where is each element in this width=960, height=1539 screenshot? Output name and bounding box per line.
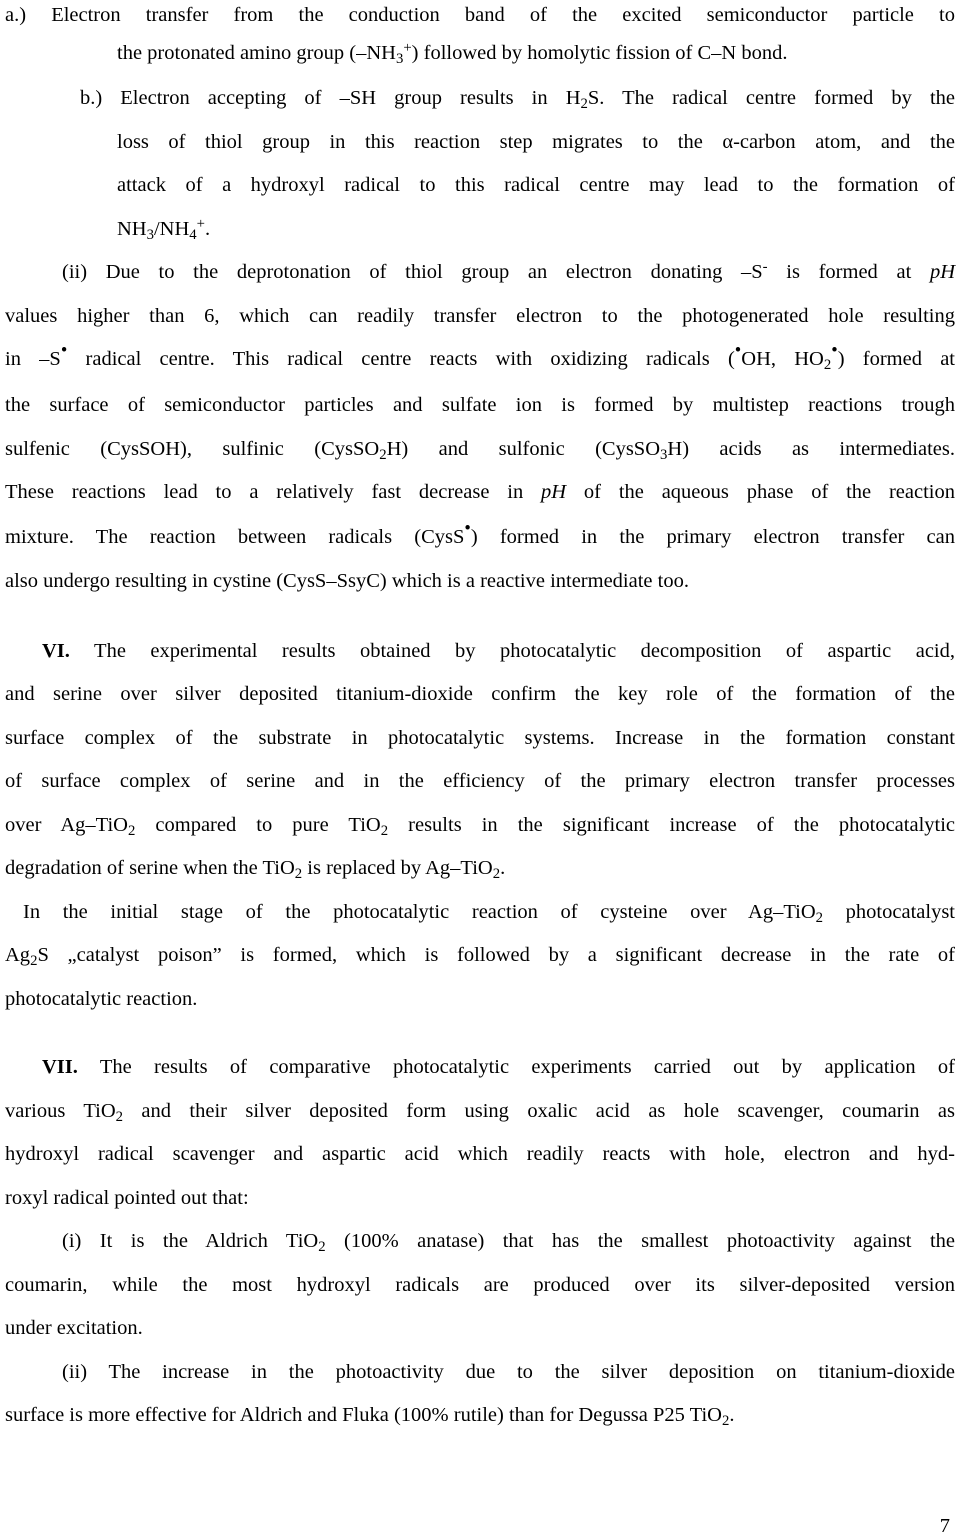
- section-vii-line-4: roxyl radical pointed out that:: [5, 1187, 249, 1209]
- paragraph-ii-line-2: values higher than 6, which can readily transfer electron to the photogenerated hole resulting: [5, 305, 955, 327]
- section-vi-para2-line-2: $Ag_2S$ „catalyst poison” is formed, which is followed by a significant decrease in the rate of: [5, 944, 955, 970]
- paragraph-ii-line-4: the surface of semiconductor particles and sulfate ion is formed by multistep reactions trough: [5, 394, 955, 416]
- list-item-b-line-4: $NH_3/NH_4^+$.: [117, 215, 211, 244]
- section-vi-para2-line-3: photocatalytic reaction.: [5, 988, 198, 1010]
- section-vi-heading: VI.: [42, 640, 70, 662]
- section-vii-line-1: VII. The results of comparative photocatalytic experiments carried out by application of: [42, 1056, 955, 1078]
- list-item-b-line-1: b.) Electron accepting of –SH group results in $H_2S$. The radical centre formed by the: [80, 87, 955, 113]
- paragraph-ii-line-8: also undergo resulting in cystine (CysS–SsyC) which is a reactive intermediate too.: [5, 570, 689, 592]
- list-item-b-line-2: loss of thiol group in this reaction step migrates to the α-carbon atom, and the: [117, 131, 955, 153]
- section-vii-heading: VII.: [42, 1056, 78, 1078]
- section-vi-line-6: degradation of serine when the TiO$_2$ is replaced by Ag–TiO$_2$.: [5, 857, 506, 883]
- section-vi-line-1: VI. The experimental results obtained by photocatalytic decomposition of aspartic acid,: [42, 640, 955, 662]
- section-vi-line-5: over Ag–TiO$_2$ compared to pure TiO$_2$ results in the significant increase of the photocatalytic: [5, 814, 956, 840]
- paragraph-ii-line-3: in –S• radical centre. This radical centre reacts with oxidizing radicals (•OH, $HO_2•$) formed at: [5, 339, 955, 374]
- list-item-b-line-3: attack of a hydroxyl radical to this radical centre may lead to the formation of: [117, 174, 955, 196]
- list-item-a-line-1: a.) Electron transfer from the conduction band of the excited semiconductor particle to: [5, 4, 955, 26]
- section-vii-item-ii-line-1: (ii) The increase in the photoactivity due to the silver deposition on titanium-dioxide: [62, 1361, 955, 1383]
- section-vii-item-i-line-1: (i) It is the Aldrich TiO$_2$ (100% anatase) that has the smallest photoactivity against the: [62, 1230, 955, 1256]
- document-page: [5, 0, 955, 1537]
- section-vi-line-4: of surface complex of serine and in the efficiency of the primary electron transfer processes: [5, 770, 955, 792]
- paragraph-ii-line-6: These reactions lead to a relatively fast decrease in pH of the aqueous phase of the reaction: [5, 481, 955, 503]
- page-number: 7: [939, 1515, 950, 1537]
- section-vii-item-i-line-2: coumarin, while the most hydroxyl radicals are produced over its silver-deposited version: [5, 1274, 955, 1296]
- section-vi-line-2: and serine over silver deposited titanium-dioxide confirm the key role of the formation of the: [5, 683, 955, 705]
- section-vii-line-2: various TiO$_2$ and their silver deposited form using oxalic acid as hole scavenger, coumarin as: [5, 1100, 955, 1126]
- section-vi-para2-line-1: In the initial stage of the photocatalytic reaction of cysteine over Ag–TiO$_2$ photocatalyst: [23, 901, 955, 927]
- paragraph-ii-line-7: mixture. The reaction between radicals (CysS•) formed in the primary electron transfer can: [5, 517, 955, 548]
- section-vii-line-3: hydroxyl radical scavenger and aspartic acid which readily reacts with hole, electron and hyd-: [5, 1143, 955, 1165]
- list-item-a-line-2: the protonated amino group $(-NH_3^+)$ followed by homolytic fission of C–N bond.: [117, 39, 788, 68]
- section-vii-item-ii-line-2: surface is more effective for Aldrich and Fluka (100% rutile) than for Degussa P25 TiO$_2$.: [5, 1404, 735, 1430]
- paragraph-ii-line-5: sulfenic (CysSOH), sulfinic (CysSO$_2$H) and sulfonic (CysSO$_3$H) acids as intermediates.: [5, 438, 955, 464]
- section-vii-item-i-line-3: under excitation.: [5, 1317, 143, 1339]
- section-vi-line-3: surface complex of the substrate in photocatalytic systems. Increase in the formation constant: [5, 727, 955, 749]
- paragraph-ii-line-1: (ii) Due to the deprotonation of thiol group an electron donating –S- is formed at pH: [62, 258, 956, 283]
